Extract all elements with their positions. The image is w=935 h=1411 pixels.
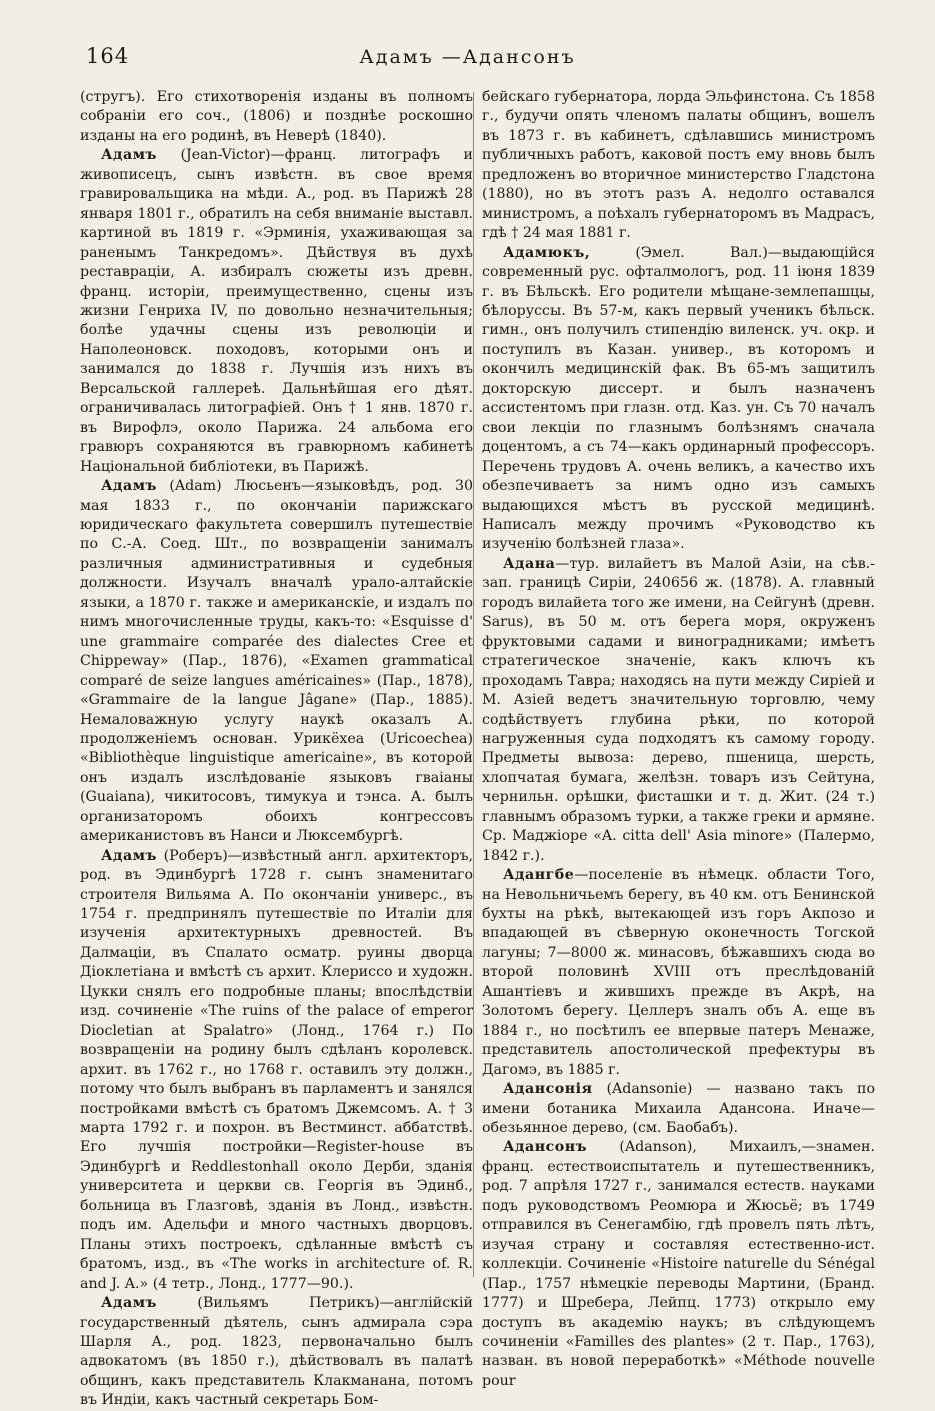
entry-text: (Adam) Люсьенъ—языковѣдъ, род. 30 мая 1833 г., по окончаніи парижскаго юридическаго факультета совершилъ путешествіе по С.-А. Соед. Шт., по возвращеніи занималъ различныя административныя и судебныя должности. Изучалъ вначалѣ урало-алтайскіе языки, а 1870 г. также и американскіе, и издалъ по нимъ многочисленные труды, какъ-то: «Esquisse d' une grammaire comparée des dialectes Cree et Chippeway» (Пар., 1876), «Examen grammatical comparé de seize langues américaines» (Пар., 1878), «Grammaire de la langue Jâgane» (Пар., 1885). Немаловажную услугу наукѣ оказалъ А. продолженіемъ основан. Урикёхеа (Uricoechea) «Bibliothèque linguistique americaine», въ которой онъ издалъ изслѣдованіе языковъ гваіаны (Guaiana), чикитосовъ, тимукуа и тэнса. А. былъ организаторомъ обоихъ конгрессовъ американистовъ въ Нанси и Люксембургѣ. [80, 478, 473, 845]
entry [482, 244, 875, 555]
entry-headword: Адамъ [101, 1295, 157, 1312]
entry [482, 1080, 875, 1138]
right-column [482, 88, 875, 1391]
entry-text: (Jean-Victor)—франц. литографъ и живописецъ, сынъ извѣстн. въ свое время гравировальщика на мѣди. А., род. въ Парижѣ 28 января 1801 г., обратилъ на себя вниманіе выставл. картиной въ 1819 г. «Эрминія, ухаживающая за раненымъ Танкредомъ». Дѣйствуя въ духѣ реставраціи, А. избиралъ сюжеты изъ древн. франц. исторіи, преимущественно, сцены изъ жизни Генриха IV, по довольно незначительныя; болѣе удачны сцены изъ революціи и Наполеоновск. походовъ, которыми онъ и занимался до 1838 г. Лучшія изъ нихъ въ Версальской галлереѣ. Дальнѣйшая его дѣят. ограничивалась литографіей. Онъ † 1 янв. 1870 г. въ Вирофлэ, около Парижа. 24 альбома его гравюръ сохраняются въ гравюрномъ кабинетѣ Національной библіотеки, въ Парижѣ. [80, 147, 473, 475]
entry-headword: Адана [503, 555, 556, 572]
entry-text: (Вильямъ Петрикъ)—англійскій государственный дѣятель, сынъ адмирала сэра Шарля А., род. 1823, первоначально былъ адвокатомъ (въ 1850 г.), дѣйствовалъ въ палатѣ общинъ, какъ представитель Клакманана, потомъ въ Индіи, какъ частный секретарь Бом- [80, 1295, 474, 1409]
entry-headword: Адансонія [503, 1081, 593, 1098]
column-divider [473, 92, 474, 1277]
entry-text: —тур. вилайетъ въ Малой Азіи, на сѣв.-зап. границѣ Сиріи, 240656 ж. (1878). А. главный городъ вилайета того же имени, на Сейгунѣ (древн. Sarus), въ 50 м. отъ берега моря, окруженъ фруктовыми садами и виноградниками; имѣетъ стратегическое значеніе, какъ ключъ къ проходамъ Тавра; находясь на пути между Сиріей и М. Азіей ведетъ значительную торговлю, чему содѣйствуетъ глубина рѣки, по которой нагруженныя суда подходятъ къ самому городу. Предметы вывоза: дерево, пшеница, шерсть, хлопчатая бумага, желѣзн. товаръ изъ Сейтуна, чернильн. орѣшки, фисташки и т. д. Жит. (24 т.) главнымъ образомъ турки, а также греки и армяне. Ср. Маджіоре «A. citta dell' Asia minore» (Палермо, 1842 г.). [482, 555, 875, 864]
entry-headword: Адамъ [101, 147, 157, 164]
page-header [0, 44, 935, 74]
entry-headword: Адамъ [101, 478, 157, 495]
entry [80, 146, 473, 477]
running-head: Адамъ —Адансонъ [359, 46, 576, 68]
entry [80, 1294, 473, 1411]
entry [482, 1138, 875, 1391]
entry [482, 88, 875, 244]
left-column [80, 88, 473, 1411]
entry-text: (Adansonie) — названо такъ по имени ботаника Михаила Адансона. Иначе—обезьянное дерево, (см. Баобабъ). [482, 1081, 875, 1137]
entry-text: (стругъ). Его стихотворенія изданы въ полномъ собраніи его соч., (1806) и позднѣе роскошно изданы на его родинѣ, въ Неверѣ (1840). [80, 89, 473, 144]
entry [482, 555, 875, 866]
entry-text: (Роберъ)—извѣстный англ. архитекторъ, род. въ Эдинбургѣ 1728 г. сынъ знаменитаго строителя Вильяма А. По окончаніи универс., въ 1754 г. предпринялъ путешествіе по Италіи для изученія архитектурныхъ древностей. Въ Далмаціи, въ Спалато осматр. руины дворца Діоклетіана и вмѣстѣ съ архит. Клериссо и художн. Цукки снялъ его подробные планы; впослѣдствіи изд. сочиненіе «The ruins of the palace of emperor Diocletian at Spalatro» (Лонд., 1764 г.) По возвращеніи на родину былъ сдѣланъ королевск. архит. въ 1762 г., но 1768 г. оставилъ эту должн., потому что былъ выбранъ въ парламентъ и занялся постройками вмѣстѣ съ братомъ Джемсомъ. А. † 3 марта 1792 г. и похрон. въ Вестминст. аббатствѣ. Его лучшія постройки—Register-house въ Эдинбургѣ и Reddlestonhall около Дерби, зданія университета и церкви св. Георгія въ Эдинб., больница въ Глазговѣ, зданія въ Лонд., извѣстн. подъ им. Адельфи и много частныхъ дворцовъ. Планы этихъ построекъ, сдѣланные вмѣстѣ съ братомъ, изд., въ «The works in architecture of. R. and J. A.» (4 тетр., Лонд., 1777—90.). [80, 847, 473, 1292]
entry [80, 477, 473, 847]
entry-text: (Эмел. Вал.)—выдающійся современный рус. офталмологъ, род. 11 іюня 1839 г. въ Бѣльскѣ. Его родители мѣщане-землепашцы, бѣлоруссы. Въ 57-м, какъ первый ученикъ бѣльск. гимн., онъ получилъ стипендію виленск. уч. окр. и поступилъ въ Казан. универ., въ которомъ и окончилъ медицинскій фак. Въ 65-мъ защитилъ докторскую диссерт. и былъ назначенъ ассистентомъ при глазн. отд. Каз. ун. Съ 70 началъ свои лекціи по глазнымъ болѣзнямъ сначала доцентомъ, а съ 74—какъ ординарный профессоръ. Перечень трудовъ А. очень великъ, а качество ихъ обезпечиваетъ за нимъ одно изъ самыхъ выдающихся мѣстъ въ русской медицинѣ. Написалъ между прочимъ «Руководство къ изученію болѣзней глаза». [482, 244, 875, 553]
entry-headword: Адамъ [101, 847, 157, 864]
entry-text: —поселеніе въ нѣмецк. области Того, на Невольничьемъ берегу, въ 40 км. отъ Бенинской бухты на рѣкѣ, вытекающей изъ горъ Акпозо и впадающей въ сѣверную оконечность Тогской лагуны; 7—8000 ж. минасовъ, бѣжавшихъ сюда во второй половинѣ XVIII отъ преслѣдованій Ашантіевъ и жившихъ прежде въ Акрѣ, на Золотомъ берегу. Целлеръ зналъ объ А. еще въ 1884 г., но посѣтилъ ее впервые патеръ Менаже, представитель апостолической префектуры въ Дагомэ, въ 1885 г. [482, 867, 875, 1078]
page-number: 164 [86, 44, 130, 68]
entry-headword: Адангбе [503, 867, 575, 884]
entry-headword: Адансонъ [503, 1139, 587, 1156]
entry-text: бейскаго губернатора, лорда Эльфинстона. Съ 1858 г., будучи опять членомъ палаты общинъ, вошелъ въ 1873 г. въ кабинетъ, сдѣлавшись министромъ публичныхъ работъ, каковой постъ ему вновь былъ предложенъ во вторичное министерство Гладстона (1880), но въ этотъ разъ А. недолго оставался министромъ, а поѣхалъ губернаторомъ въ Мадрасъ, гдѣ † 24 мая 1881 г. [482, 89, 875, 242]
entry [80, 88, 473, 146]
entry [80, 847, 473, 1294]
entry-text: (Adanson), Михаилъ,—знамен. франц. естествоиспытатель и путешественникъ, род. 7 апрѣля 1727 г., занимался естеств. науками подъ руководствомъ Реомюра и Жюсьё; въ 1749 отправился въ Сенегамбію, гдѣ провелъ пять лѣтъ, изучая страну и составляя естественно-ист. коллекціи. Сочиненіе «Histoire naturelle du Sénégal (Пар., 1757 нѣмецкіе переводы Мартини, (Бранд. 1777) и Шребера, Лейпц. 1773) открыло ему доступъ въ академію наукъ; въ слѣдующемъ сочиненіи «Familles des plantes» (2 т. Пар., 1763), назван. въ новой переработкѣ» «Méthode nouvelle pour [482, 1139, 875, 1389]
entry-headword: Адамюкъ, [503, 244, 591, 261]
entry [482, 866, 875, 1080]
